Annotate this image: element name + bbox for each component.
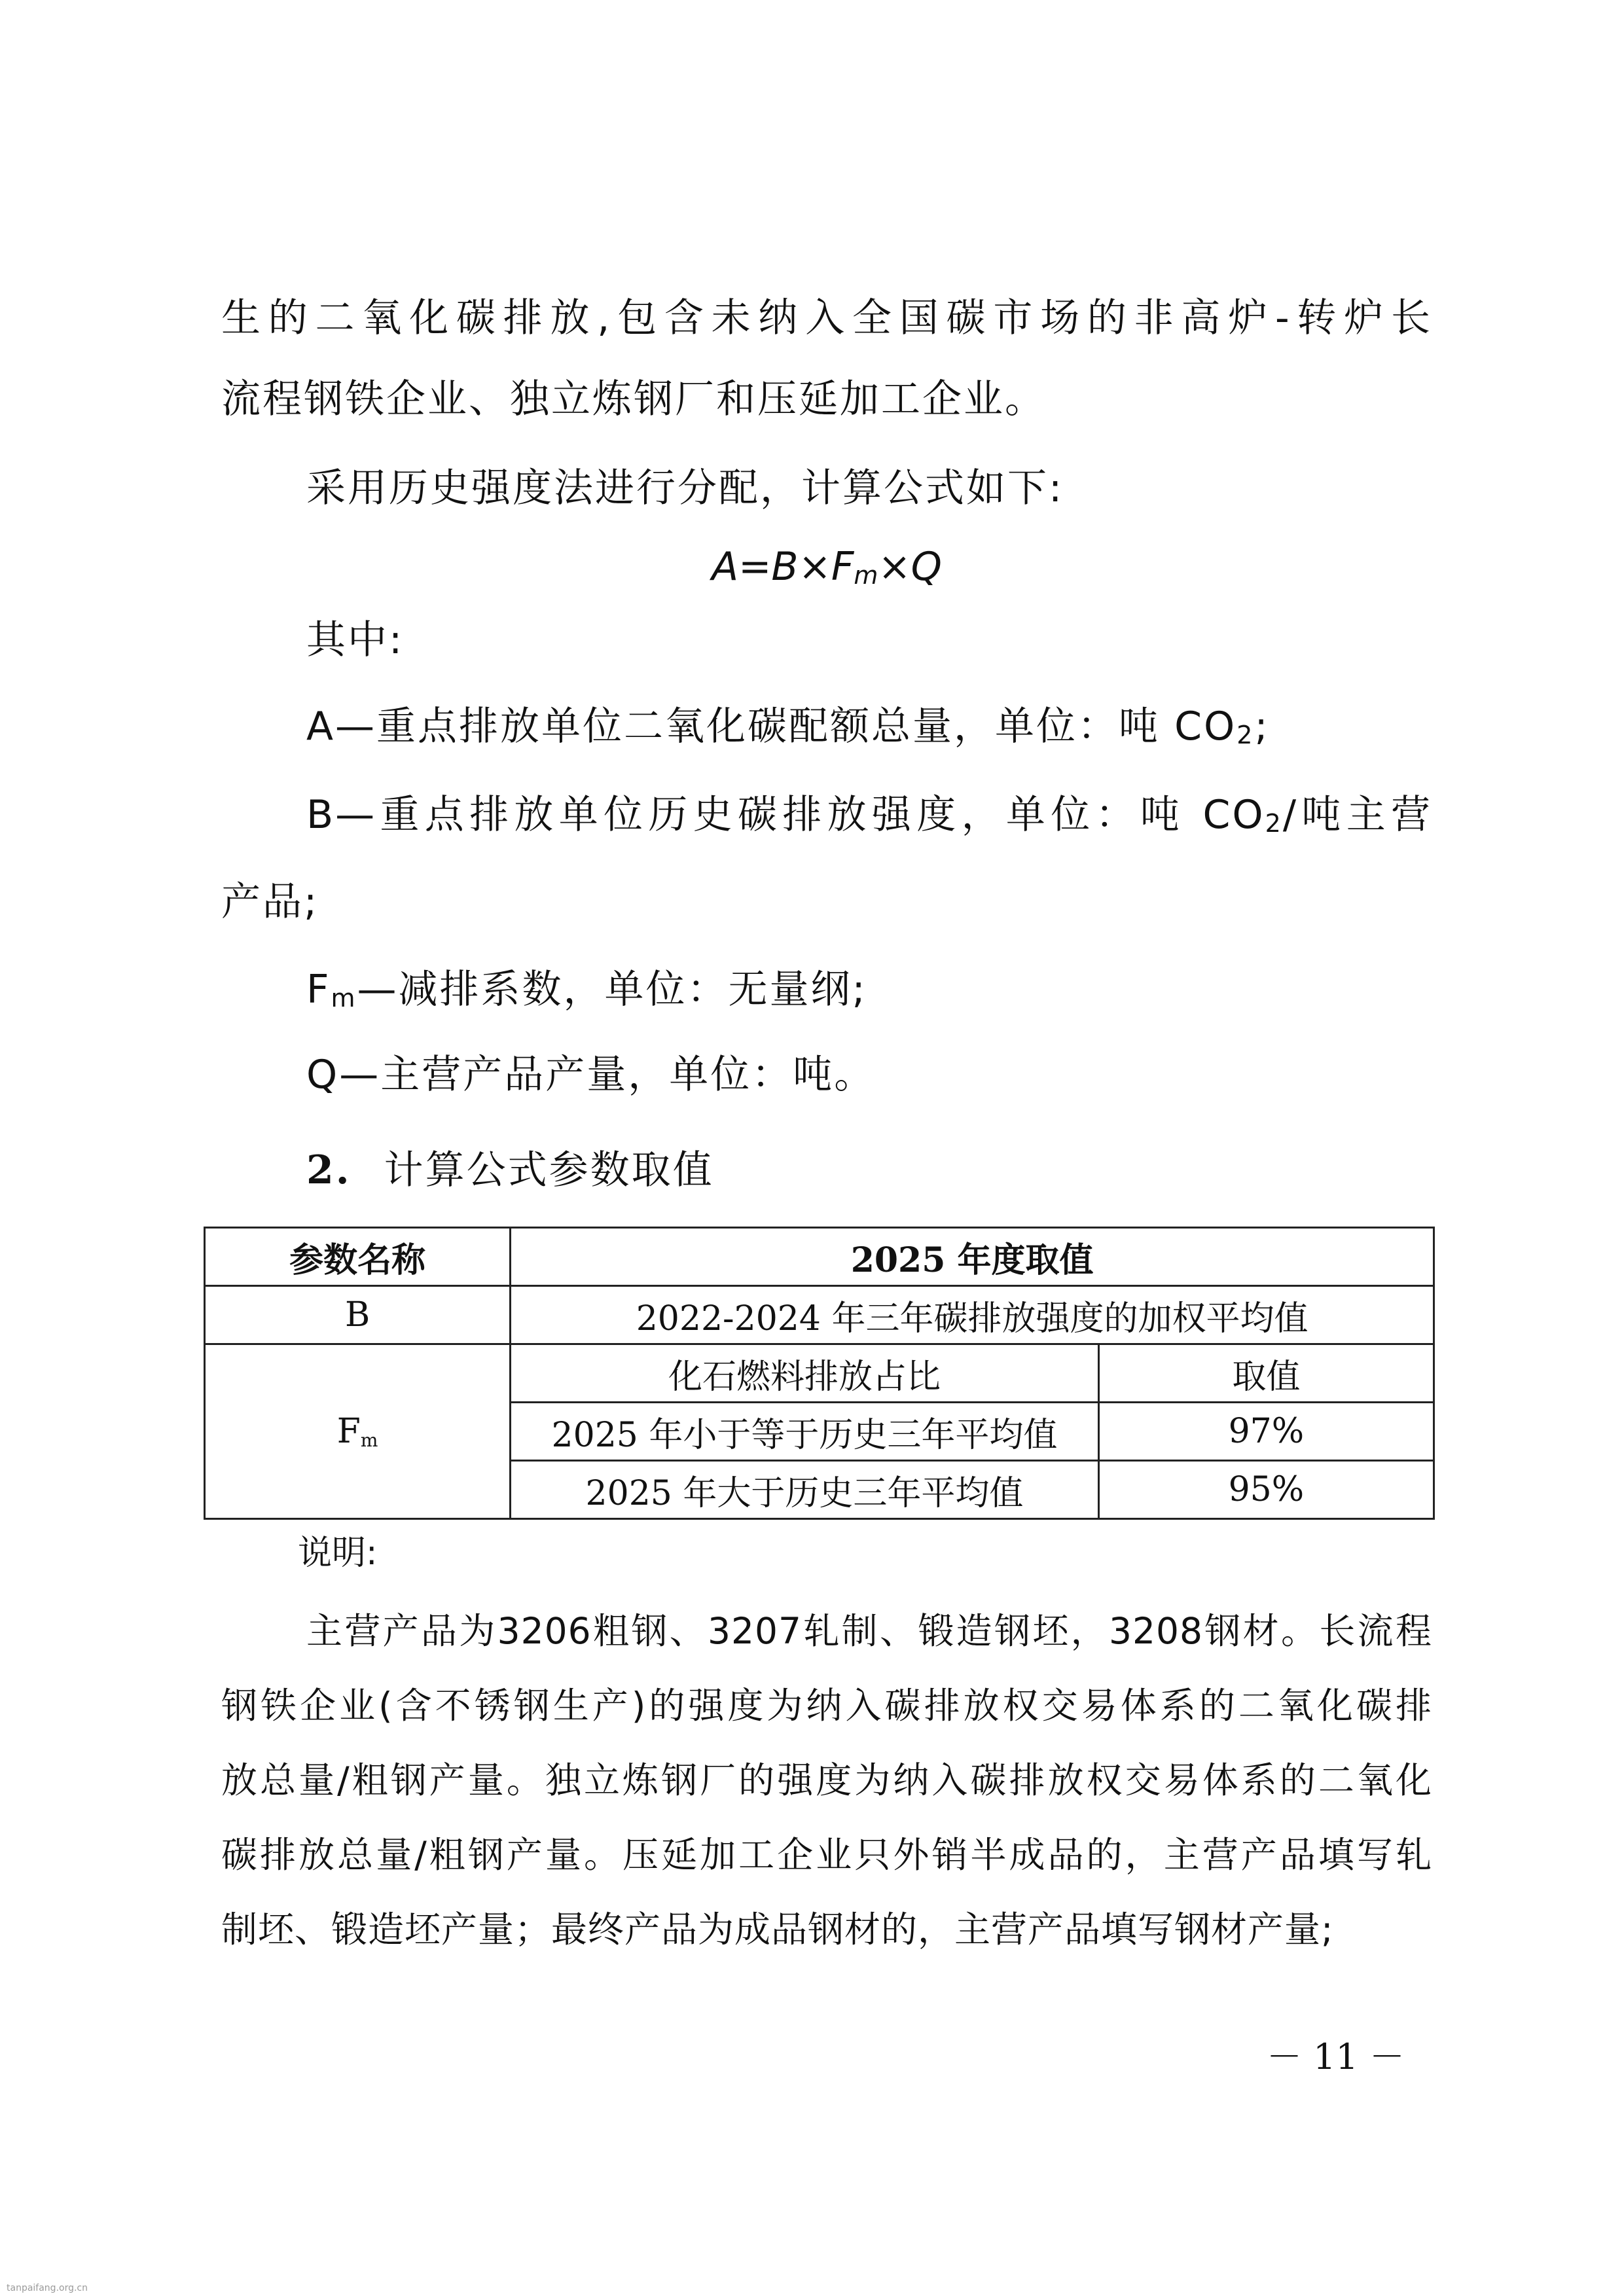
formula-subscript: m <box>854 561 878 590</box>
definition-a <box>306 700 1432 761</box>
explanation-line: 主营产品为3206粗钢、3207轧制、锻造钢坯，3208钢材。长流程 <box>306 1610 1432 1652</box>
definition-fm-symbol: F <box>306 967 331 1013</box>
parameter-table <box>204 1227 1435 1520</box>
method-intro: 采用历史强度法进行分配，计算公式如下: <box>306 465 1064 511</box>
allocation-formula <box>221 541 1432 601</box>
table-row-fm-header <box>205 1344 1434 1403</box>
explanation-line: 钢铁企业(含不锈钢生产)的强度为纳入碳排放权交易体系的二氧化碳排 <box>221 1685 1432 1727</box>
fm-col-value-header: 取值 <box>1098 1344 1434 1403</box>
header-value-2025: 2025 年度取值 <box>511 1228 1434 1286</box>
definition-a-subscript: 2 <box>1236 721 1255 749</box>
definition-b-continued: 产品; <box>221 879 319 925</box>
definition-b-text: B—重点排放单位历史碳排放强度，单位：吨 CO <box>306 792 1265 838</box>
param-fm-symbol: F <box>336 1412 361 1451</box>
fm-col-condition-header: 化石燃料排放占比 <box>511 1344 1099 1403</box>
fm-value: 95% <box>1098 1461 1434 1519</box>
page-number: － 11 － <box>1267 2036 1405 2077</box>
param-b: B <box>205 1286 511 1344</box>
note-label: 说明: <box>298 1534 378 1573</box>
definition-q: Q—主营产品产量，单位：吨。 <box>306 1052 876 1098</box>
explanation-line: 碳排放总量/粗钢产量。压延加工企业只外销半成品的，主营产品填写轧 <box>221 1834 1432 1876</box>
definition-b <box>306 789 1432 850</box>
header-param-name: 参数名称 <box>205 1228 511 1286</box>
section-title: 计算公式参数取值 <box>384 1147 714 1193</box>
fm-value: 97% <box>1098 1403 1434 1461</box>
fm-condition: 2025 年大于历史三年平均值 <box>511 1461 1099 1519</box>
table-header-row <box>205 1228 1434 1286</box>
param-fm-subscript: m <box>360 1429 378 1451</box>
watermark: tanpaifang.org.cn <box>7 2283 88 2293</box>
definition-fm-subscript: m <box>331 984 357 1013</box>
section-number: 2. <box>306 1147 352 1193</box>
section-heading <box>306 1144 1432 1196</box>
definition-fm <box>306 963 1432 1024</box>
table-row-b <box>205 1286 1434 1344</box>
definition-a-text: A—重点排放单位二氧化碳配额总量，单位：吨 CO <box>306 704 1237 749</box>
param-b-value: 2022-2024 年三年碳排放强度的加权平均值 <box>511 1286 1434 1344</box>
definition-b-end: /吨主营 <box>1282 792 1433 838</box>
paragraph-line: 流程钢铁企业、独立炼钢厂和压延加工企业。 <box>221 376 1046 422</box>
definition-a-end: ; <box>1254 704 1270 749</box>
definition-b-subscript: 2 <box>1265 809 1283 838</box>
formula-left: A=B×F <box>712 544 854 590</box>
paragraph-line: 生的二氧化碳排放,包含未纳入全国碳市场的非高炉-转炉长 <box>221 295 1432 341</box>
where-label: 其中: <box>306 617 405 663</box>
explanation-line: 制坯、锻造坯产量；最终产品为成品钢材的，主营产品填写钢材产量; <box>221 1909 1334 1950</box>
formula-right: ×Q <box>878 544 942 590</box>
param-fm <box>205 1344 511 1519</box>
explanation-line: 放总量/粗钢产量。独立炼钢厂的强度为纳入碳排放权交易体系的二氧化 <box>221 1759 1432 1801</box>
definition-fm-text: —减排系数，单位：无量纲; <box>357 967 867 1013</box>
fm-condition: 2025 年小于等于历史三年平均值 <box>511 1403 1099 1461</box>
